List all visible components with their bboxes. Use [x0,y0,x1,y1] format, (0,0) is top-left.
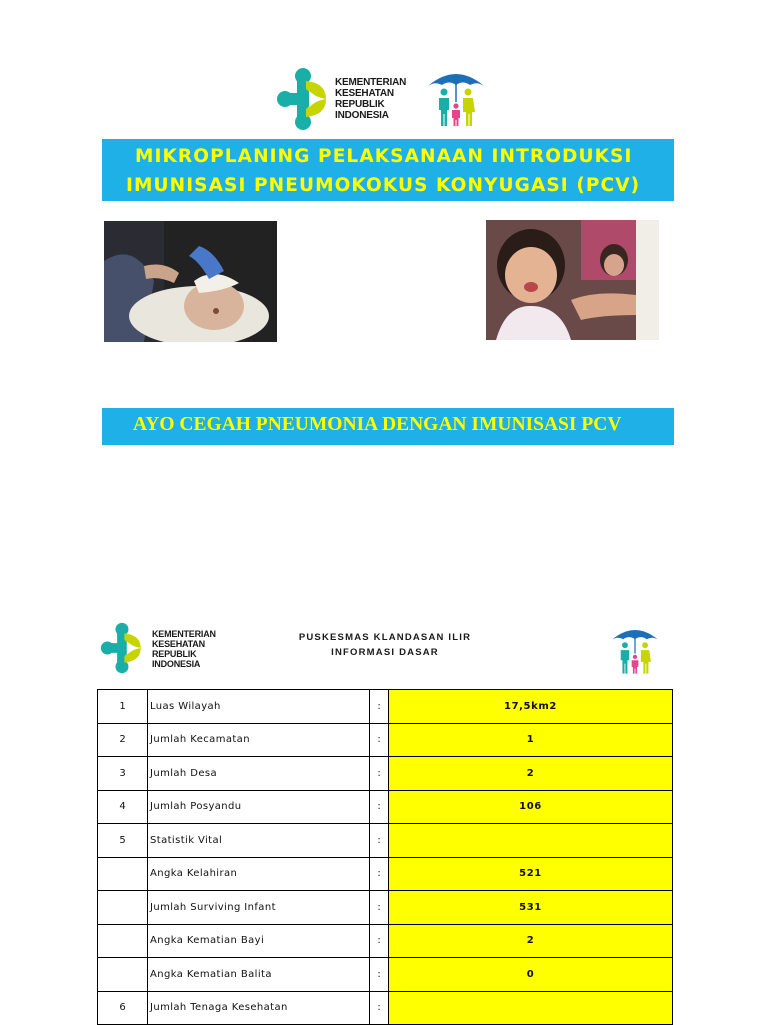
row-colon: : [370,891,389,925]
row-label: Luas Wilayah [148,690,370,724]
row-colon: : [370,857,389,891]
table-row [98,690,673,724]
row-colon: : [370,958,389,992]
table-row [98,891,673,925]
row-colon: : [370,690,389,724]
family-umbrella-icon [424,68,488,130]
ministry-line: INDONESIA [152,659,201,669]
slogan-banner [102,408,674,445]
row-label: Jumlah Tenaga Kesehatan [148,991,370,1025]
table-row [98,790,673,824]
row-number: 3 [98,757,148,791]
row-value: 2 [389,757,673,791]
slogan-text: AYO CEGAH PNEUMONIA DENGAN IMUNISASI PCV [133,414,622,435]
row-number: 6 [98,991,148,1025]
row-number: 2 [98,723,148,757]
kemenkes-logo-icon [97,622,147,674]
row-number [98,958,148,992]
toddler-vaccination-photo [486,220,659,340]
table-row [98,824,673,858]
row-number [98,857,148,891]
title-line: MIKROPLANING PELAKSANAAN INTRODUKSI [135,146,633,167]
family-umbrella-icon [608,625,662,677]
row-colon: : [370,790,389,824]
table-row [98,857,673,891]
newborn-vaccination-photo [104,221,277,342]
row-label: Jumlah Posyandu [148,790,370,824]
ministry-line: INDONESIA [335,110,389,121]
row-label: Jumlah Surviving Infant [148,891,370,925]
row-colon: : [370,991,389,1025]
ministry-name [152,629,216,669]
ministry-line: KEMENTERIAN [152,629,216,639]
row-number [98,924,148,958]
row-value: 521 [389,857,673,891]
table-row [98,757,673,791]
ministry-name [335,77,406,121]
row-value: 531 [389,891,673,925]
row-colon: : [370,824,389,858]
row-value [389,824,673,858]
table-row [98,991,673,1025]
table-row [98,723,673,757]
row-number: 4 [98,790,148,824]
row-value: 106 [389,790,673,824]
row-label: Jumlah Desa [148,757,370,791]
basic-info-table [97,689,673,1025]
row-colon: : [370,757,389,791]
table-row [98,924,673,958]
table-row [98,958,673,992]
row-value: 2 [389,924,673,958]
row-label: Statistik Vital [148,824,370,858]
title-line: IMUNISASI PNEUMOKOKUS KONYUGASI (PCV) [126,175,641,196]
ministry-line: REPUBLIK [335,99,385,110]
section-title: INFORMASI DASAR [331,647,439,658]
row-value [389,991,673,1025]
row-label: Angka Kematian Bayi [148,924,370,958]
row-number: 1 [98,690,148,724]
ministry-line: KEMENTERIAN [335,77,407,88]
row-value: 1 [389,723,673,757]
row-number: 5 [98,824,148,858]
row-number [98,891,148,925]
ministry-line: KESEHATAN [335,88,394,99]
kemenkes-logo-icon [276,67,330,131]
row-value: 17,5km2 [389,690,673,724]
ministry-line: REPUBLIK [152,649,197,659]
row-colon: : [370,723,389,757]
row-colon: : [370,924,389,958]
ministry-line: KESEHATAN [152,639,205,649]
row-label: Angka Kelahiran [148,857,370,891]
row-value: 0 [389,958,673,992]
row-label: Jumlah Kecamatan [148,723,370,757]
facility-name: PUSKESMAS KLANDASAN ILIR [298,632,472,643]
title-banner [102,139,674,201]
row-label: Angka Kematian Balita [148,958,370,992]
